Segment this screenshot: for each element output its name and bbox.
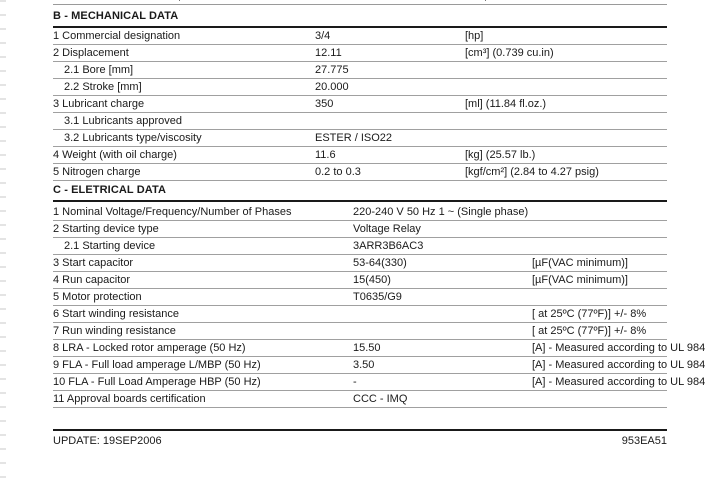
row-label: 4 Run capacitor bbox=[53, 274, 131, 286]
table-row bbox=[53, 164, 667, 181]
table-row bbox=[53, 204, 667, 221]
row-unit: [ at 25ºC (77ºF)] +/- 8% bbox=[532, 325, 647, 337]
row-label: 2 Displacement bbox=[53, 47, 129, 59]
row-value: T0635/G9 bbox=[353, 291, 402, 303]
table-row bbox=[53, 221, 667, 238]
row-label: 3 Start capacitor bbox=[53, 257, 134, 269]
table-row bbox=[53, 62, 667, 79]
row-label: 6 Start winding resistance bbox=[53, 308, 179, 320]
row-label: 1 Nominal Voltage/Frequency/Number of Phases bbox=[53, 206, 292, 218]
row-label: 4 Weight (with oil charge) bbox=[53, 149, 177, 161]
mechanical-section-title: B - MECHANICAL DATA bbox=[53, 10, 179, 22]
row-label: 3.2 Lubricants type/viscosity bbox=[64, 132, 202, 144]
table-row bbox=[53, 255, 667, 272]
table-row bbox=[53, 96, 667, 113]
table-row bbox=[53, 28, 667, 45]
table-row bbox=[53, 238, 667, 255]
row-unit: [µF(VAC minimum)] bbox=[532, 274, 628, 286]
row-label: 3.1 Lubricants approved bbox=[64, 115, 183, 127]
row-label: 5 Nitrogen charge bbox=[53, 166, 141, 178]
update-date: UPDATE: 19SEP2006 bbox=[53, 435, 162, 447]
row-label: 10 FLA - Full Load Amperage HBP (50 Hz) bbox=[53, 376, 261, 388]
row-unit: [µF(VAC minimum)] bbox=[532, 257, 628, 269]
column-divider bbox=[485, 0, 490, 1]
row-value: 11.6 bbox=[315, 149, 336, 161]
row-value: 3.50 bbox=[353, 359, 375, 371]
row-value: 15(450) bbox=[353, 274, 391, 286]
table-row bbox=[53, 374, 706, 391]
column-divider bbox=[179, 0, 184, 1]
row-unit: [A] - Measured according to UL 984 bbox=[532, 359, 706, 371]
row-value: 3ARR3B6AC3 bbox=[353, 240, 424, 252]
row-value: 3/4 bbox=[315, 30, 331, 42]
row-label: 8 LRA - Locked rotor amperage (50 Hz) bbox=[53, 342, 246, 354]
table-row bbox=[53, 391, 667, 408]
margin-ticks bbox=[0, 0, 6, 481]
table-row bbox=[53, 45, 667, 62]
row-label: 1 Commercial designation bbox=[53, 30, 181, 42]
table-row bbox=[53, 306, 667, 323]
row-unit: [ml] (11.84 fl.oz.) bbox=[465, 98, 547, 110]
footer bbox=[53, 435, 667, 449]
electrical-section-rule bbox=[53, 200, 667, 202]
row-unit: [cm³] (0.739 cu.in) bbox=[465, 47, 554, 59]
table-row bbox=[53, 340, 706, 357]
row-label: 2 Starting device type bbox=[53, 223, 159, 235]
row-label: 5 Motor protection bbox=[53, 291, 142, 303]
table-row bbox=[53, 130, 667, 147]
row-value: 220-240 V 50 Hz 1 ~ (Single phase) bbox=[353, 206, 529, 218]
table-row bbox=[53, 272, 667, 289]
table-row bbox=[53, 79, 667, 96]
row-label: 2.1 Starting device bbox=[64, 240, 156, 252]
row-label: 2.2 Stroke [mm] bbox=[64, 81, 142, 93]
row-unit: [A] - Measured according to UL 984 bbox=[532, 376, 706, 388]
row-unit: [kgf/cm²] (2.84 to 4.27 psig) bbox=[465, 166, 599, 178]
table-row bbox=[53, 289, 667, 306]
footer-rule bbox=[53, 429, 667, 431]
previous-table-fragment bbox=[53, 0, 667, 5]
table-row bbox=[53, 147, 667, 164]
row-unit: [kg] (25.57 lb.) bbox=[465, 149, 536, 161]
document-code: 953EA51 bbox=[621, 435, 667, 447]
row-value: 53-64(330) bbox=[353, 257, 407, 269]
row-value: Voltage Relay bbox=[353, 223, 421, 235]
row-value: 20.000 bbox=[315, 81, 349, 93]
row-unit: [hp] bbox=[465, 30, 484, 42]
table-row bbox=[53, 113, 667, 130]
row-label: 9 FLA - Full load amperage L/MBP (50 Hz) bbox=[53, 359, 261, 371]
row-value: 15.50 bbox=[353, 342, 381, 354]
row-label: 7 Run winding resistance bbox=[53, 325, 176, 337]
row-value: CCC - IMQ bbox=[353, 393, 408, 405]
row-value: 350 bbox=[315, 98, 334, 110]
row-value: 12.11 bbox=[315, 47, 342, 59]
table-row bbox=[53, 323, 667, 340]
row-unit: [ at 25ºC (77ºF)] +/- 8% bbox=[532, 308, 647, 320]
row-label: 3 Lubricant charge bbox=[53, 98, 145, 110]
electrical-section-title: C - ELETRICAL DATA bbox=[53, 184, 167, 196]
row-value: 0.2 to 0.3 bbox=[315, 166, 361, 178]
row-value: ESTER / ISO22 bbox=[315, 132, 393, 144]
table-row bbox=[53, 357, 706, 374]
row-value: 27.775 bbox=[315, 64, 349, 76]
row-unit: [A] - Measured according to UL 984 bbox=[532, 342, 706, 354]
row-value: - bbox=[353, 376, 357, 388]
row-label: 11 Approval boards certification bbox=[53, 393, 206, 405]
row-label: 2.1 Bore [mm] bbox=[64, 64, 134, 76]
